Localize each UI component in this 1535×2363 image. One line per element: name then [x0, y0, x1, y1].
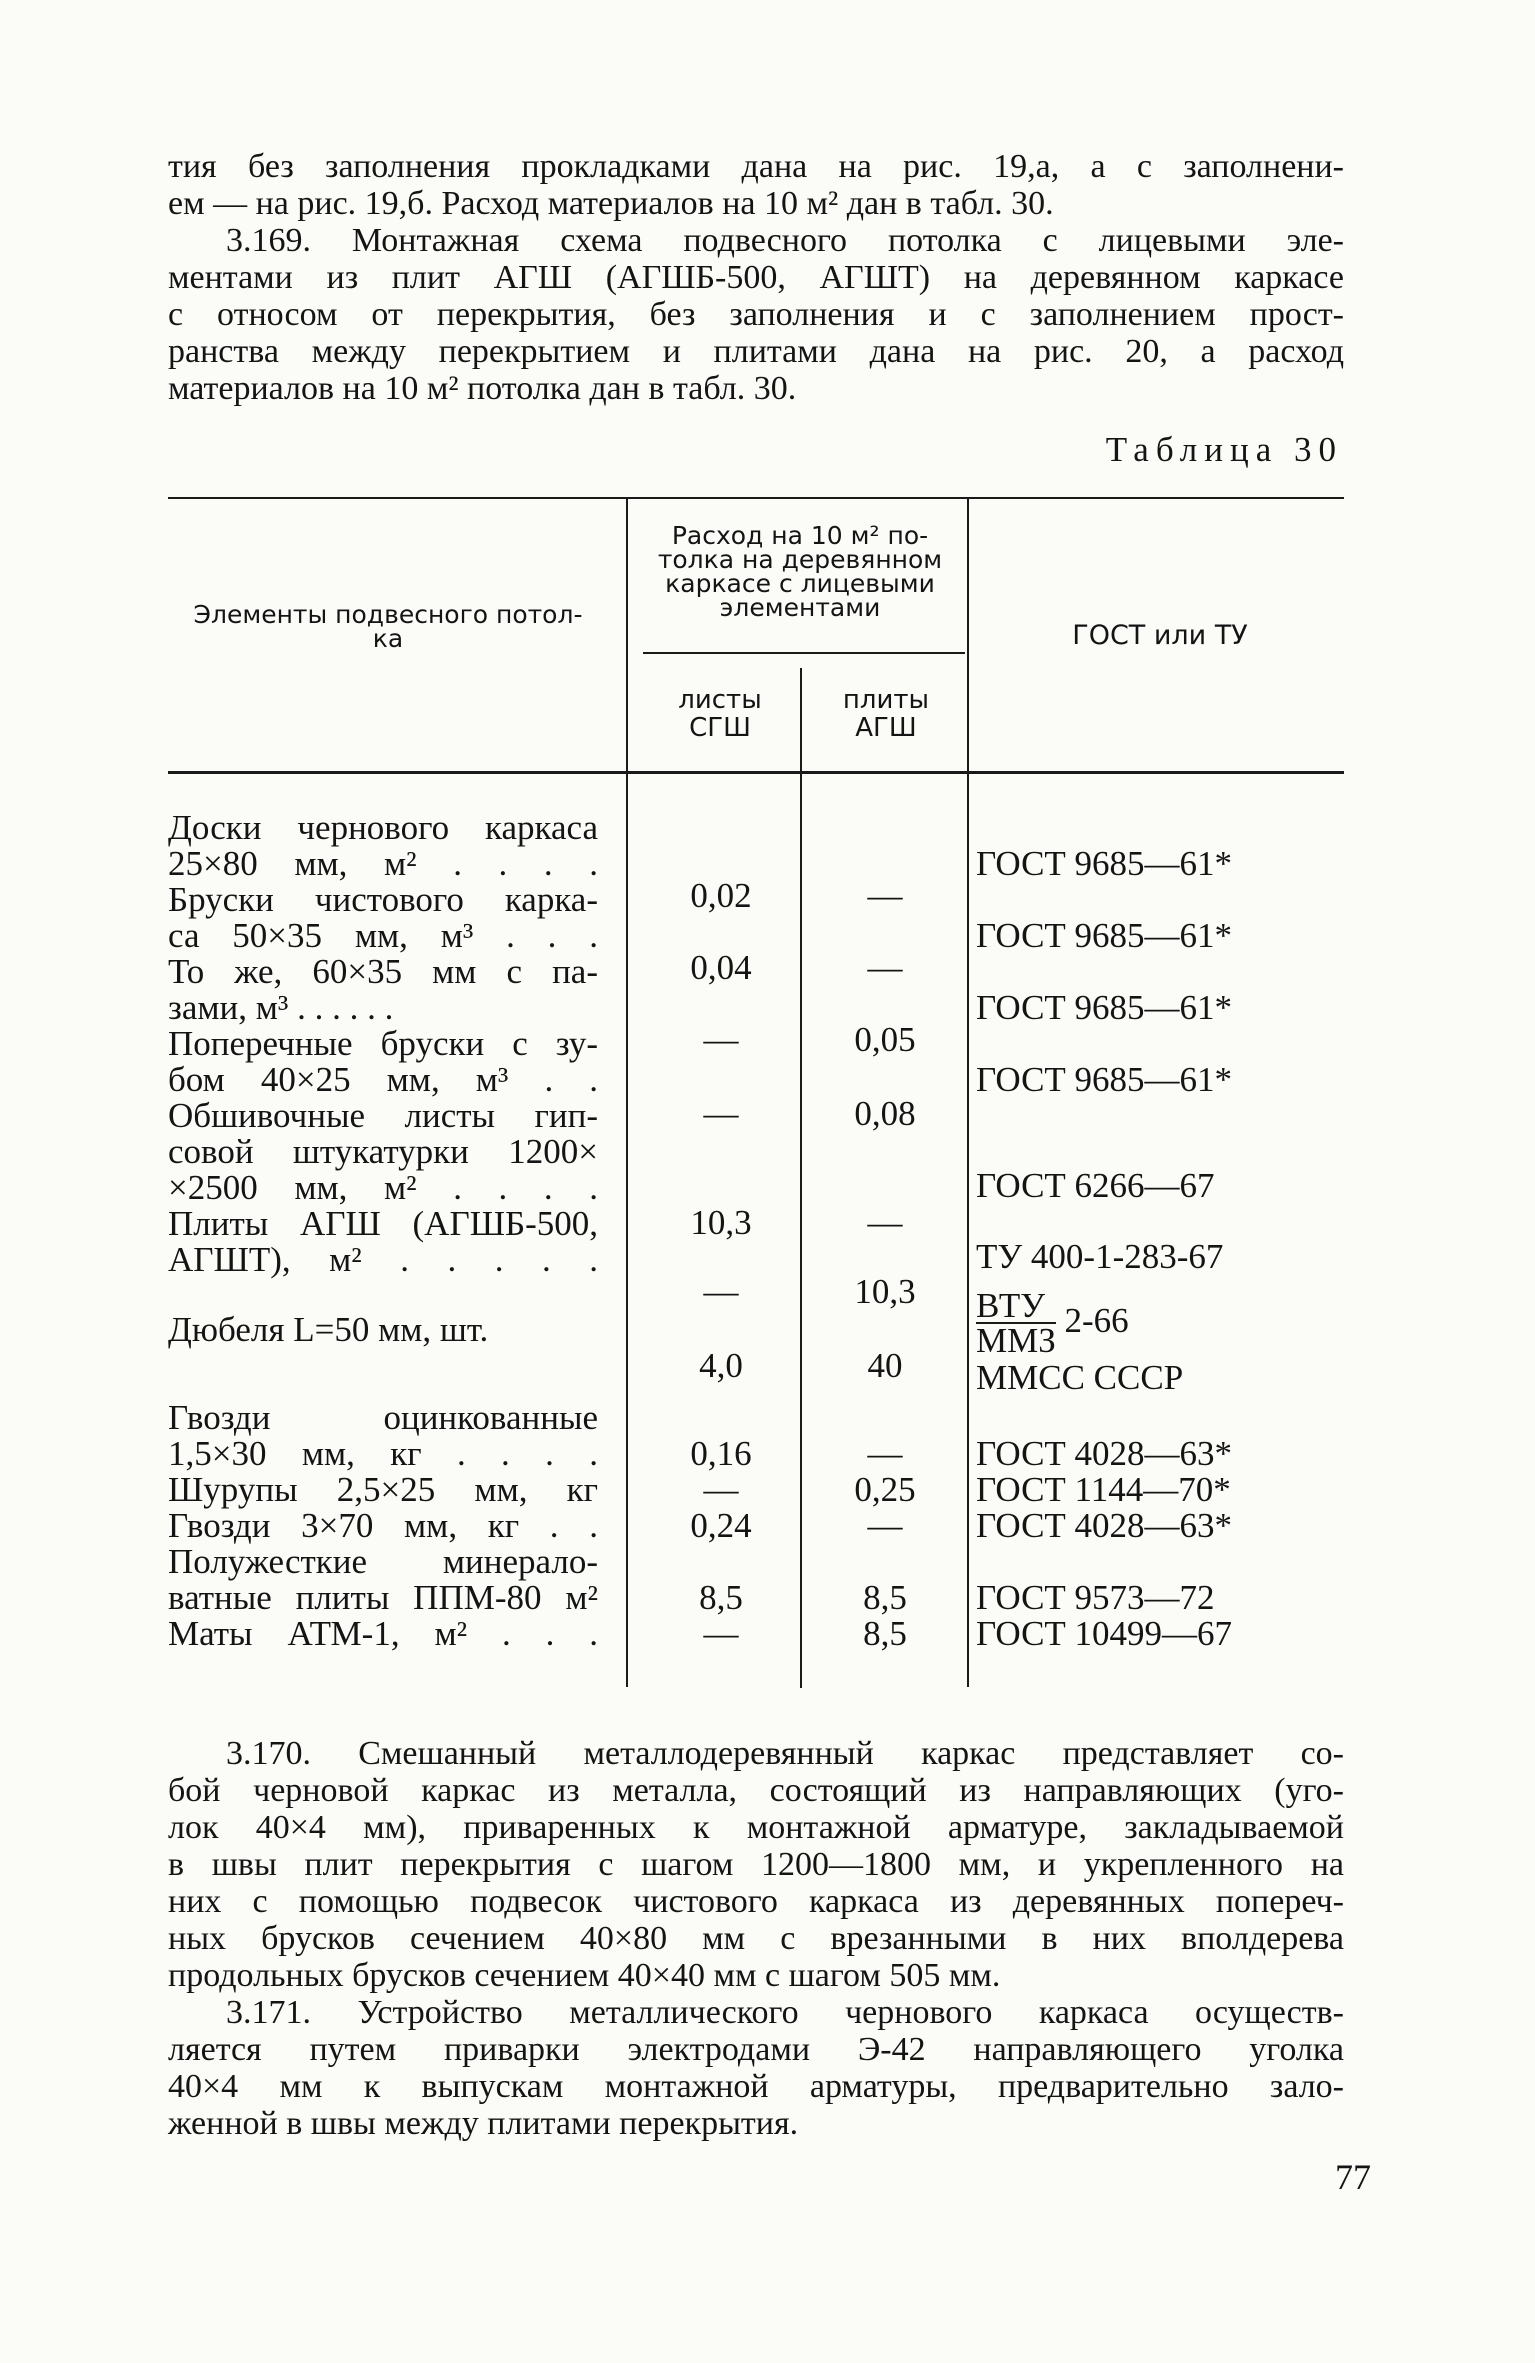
row-element: [168, 1544, 598, 1616]
text-line: 3.170. Смешанный металлодеревянный каркас представляет со-: [226, 1735, 1344, 1772]
row-value-plates: 0,08: [854, 1094, 916, 1133]
row-element: [168, 1312, 598, 1348]
intro-paragraph-2: [168, 222, 1344, 407]
page-number: 77: [1335, 2157, 1371, 2197]
row-gost: [976, 1286, 1376, 1397]
row-value-plates: —: [867, 948, 903, 987]
row-value-plates: —: [867, 1506, 903, 1545]
text-line: 40×4 мм к выпускам монтажной арматуры, предварительно зало-: [168, 2068, 1344, 2105]
text-line: 3.171. Устройство металлического чернового каркаса осуществ-: [226, 1994, 1344, 2031]
table-top-rule: [168, 497, 1344, 499]
header-sheets: [640, 686, 800, 742]
outro-paragraph-1: [168, 1735, 1344, 1994]
row-value-sheets: 4,0: [699, 1346, 743, 1385]
row-value-sheets: 0,04: [690, 948, 752, 987]
intro-text: [168, 148, 1344, 407]
gost-fraction: [976, 1286, 1056, 1360]
row-gost: ГОСТ 6266—67: [976, 1166, 1215, 1205]
text-line: них с помощью подвесок чистового каркаса из деревянных попереч-: [168, 1883, 1344, 1920]
row-element: [168, 1472, 598, 1508]
row-value-plates: 10,3: [854, 1272, 916, 1311]
header-line: АГШ: [855, 713, 917, 743]
row-value-plates: 0,25: [854, 1470, 916, 1509]
text-line: лок 40×4 мм), приваренных к монтажной арматуре, закладываемой: [168, 1809, 1344, 1846]
vline-1: [626, 497, 628, 1687]
row-element: [168, 1206, 598, 1278]
row-element: [168, 882, 598, 954]
row-element: [168, 1616, 598, 1652]
header-line: Элементы подвесного потол-: [193, 600, 583, 629]
header-line: СГШ: [689, 713, 751, 743]
header-consumption: [636, 521, 964, 622]
table-header-bottom-rule: [168, 771, 1344, 774]
row-value-plates: 40: [867, 1346, 903, 1385]
header-elements: [168, 600, 608, 653]
row-value-sheets: —: [703, 1094, 739, 1133]
header-line: элементами: [719, 593, 881, 622]
text-line: ляется путем приварки электродами Э-42 направляющего уголка: [168, 2031, 1344, 2068]
text-line: ранства между перекрытием и плитами дана на рис. 20, а расход: [168, 333, 1344, 370]
text-line: тия без заполнения прокладками дана на рис. 19,а, а с заполнени-: [168, 148, 1344, 185]
row-value-sheets: 8,5: [699, 1578, 743, 1617]
row-value-sheets: 0,24: [690, 1506, 752, 1545]
row-element-line: Плиты АГШ (АГШБ-500,: [168, 1204, 598, 1243]
row-element-line: Маты АТМ-1, м² . . .: [168, 1614, 598, 1653]
row-value-plates: —: [867, 1203, 903, 1242]
fraction-denominator: ММЗ: [976, 1321, 1056, 1360]
text-line: с относом от перекрытия, без заполнения и с заполнением прост-: [168, 296, 1344, 333]
row-element-line: Дюбеля L=50 мм, шт.: [168, 1310, 489, 1349]
row-gost: ГОСТ 4028—63*: [976, 1506, 1233, 1545]
row-gost: ГОСТ 10499—67: [976, 1614, 1233, 1653]
row-element-line: Доски чернового каркаса: [168, 808, 598, 847]
row-element-line: совой штукатурки 1200×: [168, 1132, 598, 1171]
intro-paragraph-1: [168, 148, 1344, 222]
header-line: каркасе с лицевыми: [665, 569, 935, 598]
gost-suffix: 2-66: [1064, 1301, 1129, 1341]
text-line: ментами из плит АГШ (АГШБ-500, АГШТ) на деревянном каркасе: [168, 259, 1344, 296]
outro-text: [168, 1735, 1344, 2142]
row-value-sheets: —: [703, 1614, 739, 1653]
header-plates: [806, 686, 966, 742]
row-gost: ГОСТ 9685—61*: [976, 916, 1233, 955]
row-element-line: Шурупы 2,5×25 мм, кг: [168, 1470, 598, 1509]
row-element-line: ватные плиты ППМ-80 м²: [168, 1578, 598, 1617]
row-element-line: са 50×35 мм, м³ . . .: [168, 916, 598, 955]
row-gost: ТУ 400-1-283-67: [976, 1237, 1224, 1276]
row-element: [168, 954, 598, 1026]
row-element: [168, 1400, 598, 1472]
row-element-line: бом 40×25 мм, м³ . .: [168, 1060, 598, 1099]
row-element-line: ×2500 мм, м² . . . .: [168, 1168, 598, 1207]
header-line: толка на деревянном: [657, 545, 943, 574]
outro-paragraph-2: [168, 1994, 1344, 2142]
row-gost: ГОСТ 9685—61*: [976, 844, 1233, 883]
row-element: [168, 1098, 598, 1206]
header-line: листы: [678, 685, 762, 715]
row-element: [168, 810, 598, 882]
text-line: продольных брусков сечением 40×40 мм с шагом 505 мм.: [168, 1957, 1001, 1994]
header-line: плиты: [842, 685, 930, 715]
row-gost: ГОСТ 9685—61*: [976, 1060, 1233, 1099]
row-value-sheets: 0,02: [690, 876, 752, 915]
header-gost: [975, 622, 1345, 650]
gost-extra: ММСС СССР: [976, 1358, 1184, 1397]
text-line: 3.169. Монтажная схема подвесного потолка с лицевыми эле-: [226, 222, 1344, 259]
row-element-line: 1,5×30 мм, кг . . . .: [168, 1434, 598, 1473]
row-element-line: Гвозди оцинкованные: [168, 1398, 598, 1437]
row-gost: ГОСТ 9685—61*: [976, 988, 1233, 1027]
row-value-sheets: 10,3: [690, 1203, 752, 1242]
row-gost: ГОСТ 1144—70*: [976, 1470, 1231, 1509]
row-element: [168, 1508, 598, 1544]
row-element-line: Полужесткие минерало-: [168, 1542, 598, 1581]
vline-3: [967, 497, 969, 1687]
row-element-line: 25×80 мм, м² . . . .: [168, 844, 598, 883]
text-line: в швы плит перекрытия с шагом 1200—1800 мм, и укрепленного на: [168, 1846, 1344, 1883]
text-line: материалов на 10 м² потолка дан в табл. 30.: [168, 370, 797, 407]
header-line: Расход на 10 м² по-: [671, 521, 929, 550]
row-value-sheets: 0,16: [690, 1434, 752, 1473]
row-element: [168, 1026, 598, 1098]
header-line: ка: [372, 624, 404, 653]
text-line: ем — на рис. 19,б. Расход материалов на 10 м² дан в табл. 30.: [168, 185, 1054, 222]
row-gost: ГОСТ 9573—72: [976, 1578, 1215, 1617]
row-element-line: То же, 60×35 мм с па-: [168, 952, 598, 991]
row-value-sheets: —: [703, 1470, 739, 1509]
row-element-line: зами, м³ . . . . . .: [168, 988, 394, 1027]
row-element-line: Поперечные бруски с зу-: [168, 1024, 598, 1063]
row-value-plates: —: [867, 876, 903, 915]
row-element-line: Бруски чистового карка-: [168, 880, 598, 919]
row-element-line: АГШТ), м² . . . . .: [168, 1240, 598, 1279]
header-line: ГОСТ или ТУ: [1072, 620, 1248, 651]
text-line: женной в швы между плитами перекрытия.: [168, 2105, 799, 2142]
row-value-sheets: —: [703, 1020, 739, 1059]
text-line: бой черновой каркас из металла, состоящий из направляющих (уго-: [168, 1772, 1344, 1809]
consumption-subheader-rule: [643, 652, 965, 654]
row-value-plates: 8,5: [863, 1614, 907, 1653]
table-caption: Таблица 30: [1105, 430, 1343, 469]
row-value-plates: 0,05: [854, 1020, 916, 1059]
row-element-line: Обшивочные листы гип-: [168, 1096, 598, 1135]
text-line: ных брусков сечением 40×80 мм с врезанными в них вполдерева: [168, 1920, 1344, 1957]
fraction-numerator: ВТУ: [976, 1290, 1056, 1324]
row-gost: ГОСТ 4028—63*: [976, 1434, 1233, 1473]
row-value-sheets: —: [703, 1272, 739, 1311]
row-element-line: Гвозди 3×70 мм, кг . .: [168, 1506, 598, 1545]
row-value-plates: —: [867, 1434, 903, 1473]
row-value-plates: 8,5: [863, 1578, 907, 1617]
